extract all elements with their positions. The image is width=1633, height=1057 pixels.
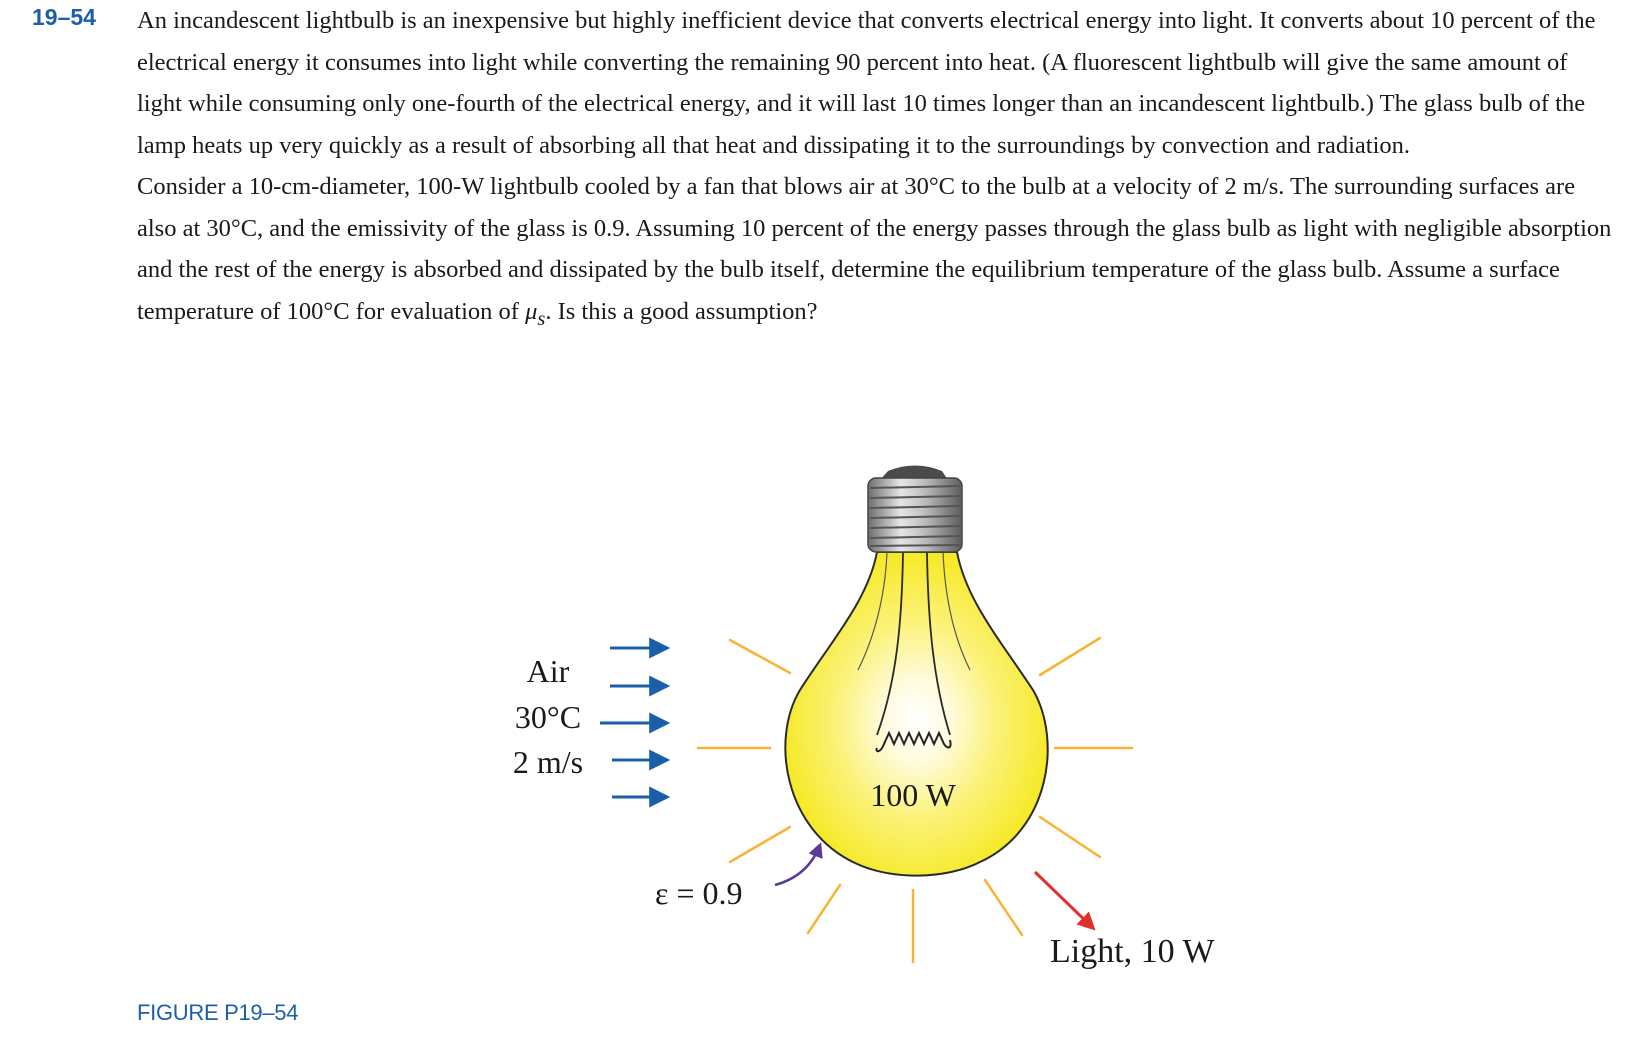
power-label: 100 W (870, 777, 956, 813)
airflow-arrows (600, 648, 666, 797)
air-velocity-label: 2 m/s (512, 744, 584, 780)
heat-ray (730, 827, 790, 862)
glass-bulb (785, 552, 1047, 876)
mu-symbol: μ (525, 297, 538, 325)
screw-base (868, 466, 962, 553)
problem-paragraph-2-end: . Is this a good assumption? (545, 297, 818, 325)
air-label: Air (526, 653, 570, 689)
heat-ray (1040, 817, 1100, 857)
figure-caption: FIGURE P19–54 (137, 1000, 299, 1025)
light-output-arrow (1035, 872, 1093, 928)
emissivity-arrow (775, 845, 820, 885)
problem-paragraph-1: An incandescent lightbulb is an inexpensive but highly inefficient device that converts electrical energy into light. It converts about 10 percent of the electrical energy it consumes into light while converting the remaining 90 percent into heat. (A fluorescent lightbulb will give the same amount of light while consuming only one-fourth of the electrical energy, and it will last 10 times longer than an incandescent lightbulb.) The glass bulb of the lamp heats up very quickly as a result of absorbing all that heat and dissipating it to the surroundings by convection and radiation. (137, 7, 1596, 159)
heat-ray (808, 885, 840, 933)
air-temperature-label: 30°C (514, 699, 582, 735)
problem-paragraph-2-text: Consider a 10-cm-diameter, 100-W lightbulb cooled by a fan that blows air at 30°C to the bulb at a velocity of 2 m/s. The surrounding surfaces are also at 30°C, and the emissivity of the glass is 0.9. Assuming 10 percent of the energy passes through the glass bulb as light with negligible absorption and the rest of the energy is absorbed and dissipated by the bulb itself, determine the equilibrium temperature of the glass bulb. Assume a surface temperature of 100°C for evaluation of (137, 173, 1612, 325)
heat-ray (730, 640, 790, 673)
emissivity-label: ε = 0.9 (655, 875, 743, 911)
light-output-label: Light, 10 W (1050, 933, 1215, 970)
problem-number: 19–54 (32, 4, 96, 30)
heat-ray (985, 880, 1022, 935)
heat-ray (1040, 638, 1100, 675)
mu-subscript: s (537, 307, 546, 330)
